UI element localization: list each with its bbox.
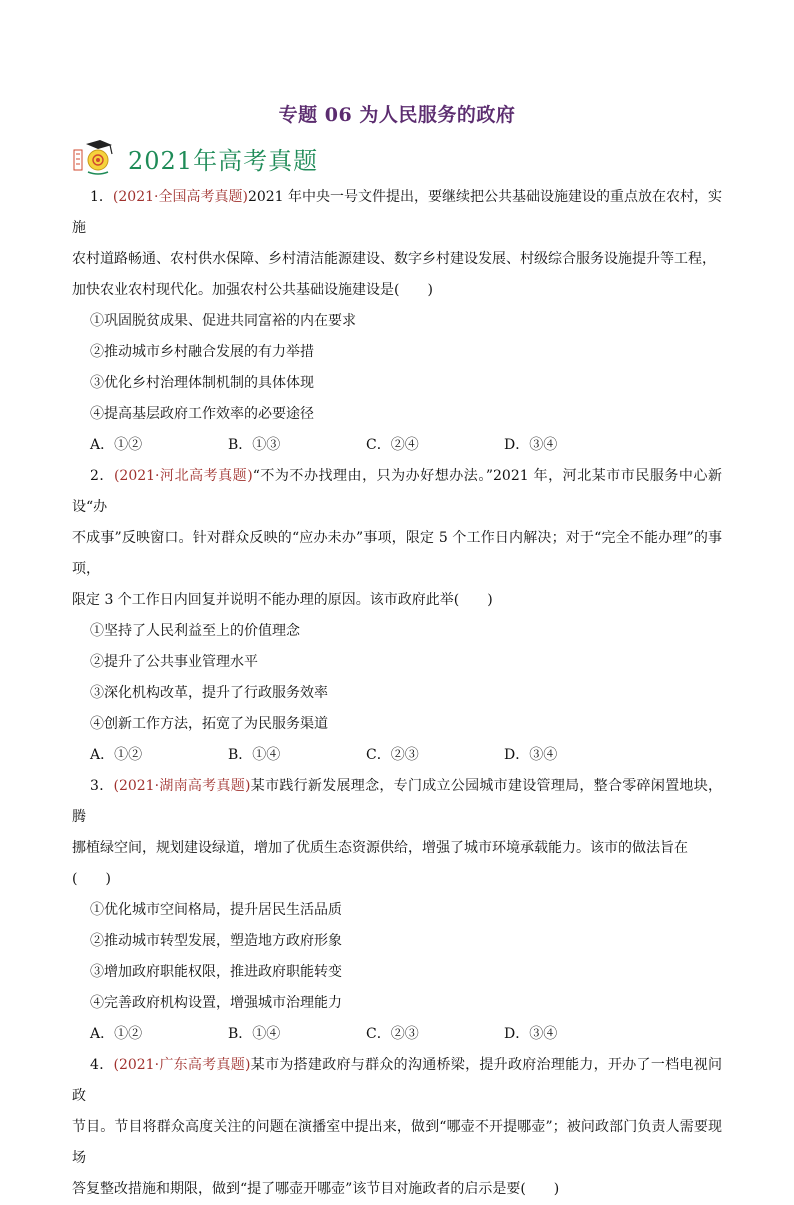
question-stem (72, 1050, 722, 1112)
question-list (72, 182, 722, 1205)
question-2 (72, 461, 722, 771)
question-3 (72, 771, 722, 1050)
stem-text: 节目。节目将群众高度关注的问题在演播室中提出来，做到“哪壶不开提哪壶”；被问政部门负责人需要现场 (72, 1119, 722, 1166)
question-source: (2021·全国高考真题) (112, 189, 248, 205)
question-stem (72, 182, 722, 244)
choice-a: A．①② (90, 747, 143, 763)
statement-option: ②推动城市转型发展，塑造地方政府形象 (90, 933, 342, 949)
section-header (72, 138, 318, 178)
statement-option: ②推动城市乡村融合发展的有力举措 (90, 344, 314, 360)
stem-text: 某市践行新发展理念，专门成立公园城市建设管理局，整合零碎闲置地块，腾 (72, 778, 722, 825)
choice-d: D．③④ (504, 437, 558, 453)
answer-choices (72, 740, 722, 771)
stem-text: 答复整改措施和期限，做到“提了哪壶开哪壶”该节目对施政者的启示是要( ) (72, 1181, 560, 1197)
question-4 (72, 1050, 722, 1205)
statement-option: ①坚持了人民利益至上的价值理念 (90, 623, 300, 639)
mascot-logo-icon (72, 138, 118, 178)
question-number: 2． (90, 468, 114, 484)
answer-choices (72, 430, 722, 461)
choice-c: C．②③ (366, 1026, 419, 1042)
page-title: 专题 06 为人民服务的政府 (278, 104, 516, 126)
answer-choices (72, 1019, 722, 1050)
choice-d: D．③④ (504, 1026, 558, 1042)
statement-option: ③深化机构改革，提升了行政服务效率 (90, 685, 328, 701)
stem-text: “不为不办找理由，只为办好想办法。”2021 年，河北某市市民服务中心新设“办 (72, 468, 722, 515)
question-source: (2021·广东高考真题) (113, 1057, 251, 1073)
question-1 (72, 182, 722, 461)
stem-text: 不成事”反映窗口。针对群众反映的“应办未办”事项，限定 5 个工作日内解决；对于“完全不能办理”的事项， (72, 530, 722, 577)
question-stem (72, 461, 722, 523)
stem-text: 某市为搭建政府与群众的沟通桥梁，提升政府治理能力，开办了一档电视问政 (72, 1057, 722, 1104)
statement-option: ④完善政府机构设置，增强城市治理能力 (90, 995, 342, 1011)
question-stem (72, 771, 722, 833)
statement-option: ①优化城市空间格局，提升居民生活品质 (90, 902, 342, 918)
question-source: (2021·河北高考真题) (113, 468, 253, 484)
question-number: 3． (90, 778, 114, 794)
statement-option: ①巩固脱贫成果、促进共同富裕的内在要求 (90, 313, 356, 329)
statement-option: ③增加政府职能权限，推进政府职能转变 (90, 964, 342, 980)
question-source: (2021·湖南高考真题) (113, 778, 251, 794)
statement-option: ③优化乡村治理体制机制的具体体现 (90, 375, 314, 391)
stem-text: 加快农业农村现代化。加强农村公共基础设施建设是( ) (72, 282, 433, 298)
statement-option: ②提升了公共事业管理水平 (90, 654, 258, 670)
stem-text: 2021 年中央一号文件提出，要继续把公共基础设施建设的重点放在农村，实施 (72, 189, 723, 236)
choice-c: C．②③ (366, 747, 419, 763)
question-number: 1． (90, 189, 113, 205)
choice-a: A．①② (90, 1026, 143, 1042)
section-title: 2021年高考真题 (128, 146, 319, 175)
choice-b: B．①③ (228, 437, 281, 453)
stem-text: 挪植绿空间，规划建设绿道，增加了优质生态资源供给，增强了城市环境承载能力。该市的做法旨在 (72, 840, 688, 856)
statement-option: ④提高基层政府工作效率的必要途径 (90, 406, 314, 422)
stem-text: ( ) (72, 871, 111, 887)
statement-option: ④创新工作方法，拓宽了为民服务渠道 (90, 716, 328, 732)
choice-a: A．①② (90, 437, 143, 453)
choice-c: C．②④ (366, 437, 419, 453)
stem-text: 限定 3 个工作日内回复并说明不能办理的原因。该市政府此举( ) (72, 592, 493, 608)
question-number: 4． (90, 1057, 114, 1073)
choice-b: B．①④ (228, 1026, 281, 1042)
stem-text: 农村道路畅通、农村供水保障、乡村清洁能源建设、数字乡村建设发展、村级综合服务设施提升等工程， (72, 251, 716, 267)
choice-b: B．①④ (228, 747, 281, 763)
choice-d: D．③④ (504, 747, 558, 763)
